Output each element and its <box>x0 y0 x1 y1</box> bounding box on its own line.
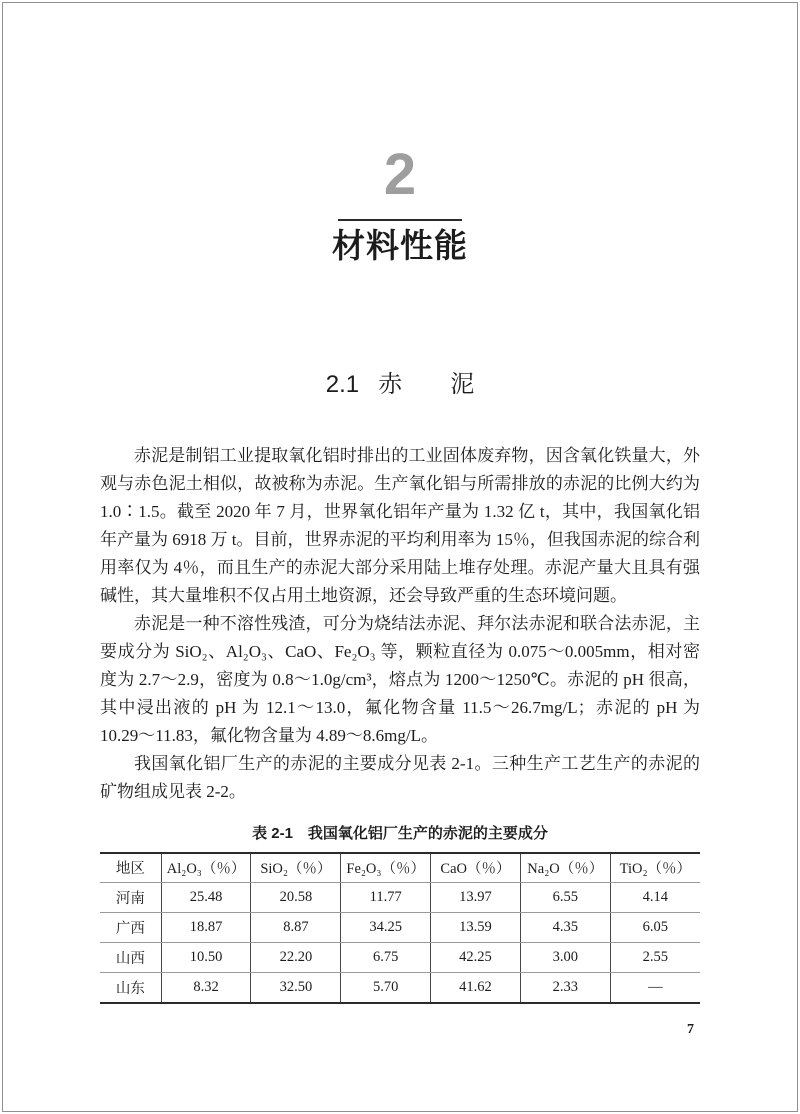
cell-value: 3.00 <box>520 943 610 973</box>
cell-value: 6.55 <box>520 883 610 913</box>
cell-region: 山西 <box>100 943 161 973</box>
cell-value: 2.33 <box>520 973 610 1003</box>
cell-value: — <box>610 973 700 1003</box>
paragraph-properties: 赤泥是一种不溶性残渣，可分为烧结法赤泥、拜尔法赤泥和联合法赤泥，主要成分为 SiO₂、Al₂O₃、CaO、Fe₂O₃ 等，颗粒直径为 0.075～0.005mm，相对密度为 2.7～2.9，密度为 0.8～1.0g/cm³，熔点为 1200～1250℃。赤泥的 pH 很高，其中浸出液的 pH 为 12.1～13.0，氟化物含量 11.5～26.7mg/L；赤泥的 pH 为 10.29～11.83，氟化物含量为 4.89～8.6mg/L。 <box>100 613 700 745</box>
cell-value: 5.70 <box>341 973 431 1003</box>
paragraph-table-reference: 我国氧化铝厂生产的赤泥的主要成分见表 2-1。三种生产工艺生产的赤泥的矿物组成见表 2-2。 <box>100 753 700 801</box>
cell-region: 山东 <box>100 973 161 1003</box>
column-header-al2o3: Al₂O₃（％） <box>161 853 251 883</box>
cell-value: 6.75 <box>341 943 431 973</box>
page-number: 7 <box>687 1022 694 1037</box>
cell-region: 广西 <box>100 913 161 943</box>
cell-value: 25.48 <box>161 883 251 913</box>
cell-value: 32.50 <box>251 973 341 1003</box>
chapter-number: 2 <box>383 142 417 207</box>
body-text <box>100 442 700 806</box>
column-header-cao: CaO（％） <box>431 853 521 883</box>
table-row <box>100 973 700 1003</box>
cell-value: 22.20 <box>251 943 341 973</box>
section-title <box>100 371 700 400</box>
cell-value: 20.58 <box>251 883 341 913</box>
cell-value: 4.14 <box>610 883 700 913</box>
cell-value: 41.62 <box>431 973 521 1003</box>
cell-value: 8.32 <box>161 973 251 1003</box>
cell-value: 10.50 <box>161 943 251 973</box>
cell-value: 8.87 <box>251 913 341 943</box>
page-content <box>100 0 700 1004</box>
column-header-tio2: TiO₂（％） <box>610 853 700 883</box>
cell-value: 13.59 <box>431 913 521 943</box>
column-header-region: 地区 <box>100 853 161 883</box>
cell-value: 4.35 <box>520 913 610 943</box>
paragraph-intro: 赤泥是制铝工业提取氧化铝时排出的工业固体废弃物，因含氧化铁量大，外观与赤色泥土相似，故被称为赤泥。生产氧化铝与所需排放的赤泥的比例大约为 1.0∶1.5。截至 2020 年 7 月，世界氧化铝年产量为 1.32 亿 t，其中，我国氧化铝年产量为 6918 万 t。目前，世界赤泥的平均利用率为 15％，但我国赤泥的综合利用率仅为 4％，而且生产的赤泥大部分采用陆上堆存处理。赤泥产量大且具有强碱性，其大量堆积不仅占用土地资源，还会导致严重的生态环境问题。 <box>100 445 700 605</box>
section-name: 赤 泥 <box>378 370 475 398</box>
cell-value: 42.25 <box>431 943 521 973</box>
table-row <box>100 943 700 973</box>
cell-value: 2.55 <box>610 943 700 973</box>
cell-value: 18.87 <box>161 913 251 943</box>
table-row <box>100 913 700 943</box>
cell-value: 13.97 <box>431 883 521 913</box>
table-row <box>100 883 700 913</box>
column-header-sio2: SiO₂（％） <box>251 853 341 883</box>
chapter-title: 材料性能 <box>332 229 468 265</box>
column-header-na2o: Na₂O（％） <box>520 853 610 883</box>
cell-value: 6.05 <box>610 913 700 943</box>
composition-table <box>100 852 700 1004</box>
section-number: 2.1 <box>325 370 360 398</box>
column-header-fe2o3: Fe₂O₃（％） <box>341 853 431 883</box>
table-caption: 表 2-1 我国氧化铝厂生产的赤泥的主要成分 <box>252 824 548 842</box>
table-header-row <box>100 853 700 883</box>
chapter-divider-rule <box>338 219 462 221</box>
cell-region: 河南 <box>100 883 161 913</box>
cell-value: 11.77 <box>341 883 431 913</box>
cell-value: 34.25 <box>341 913 431 943</box>
